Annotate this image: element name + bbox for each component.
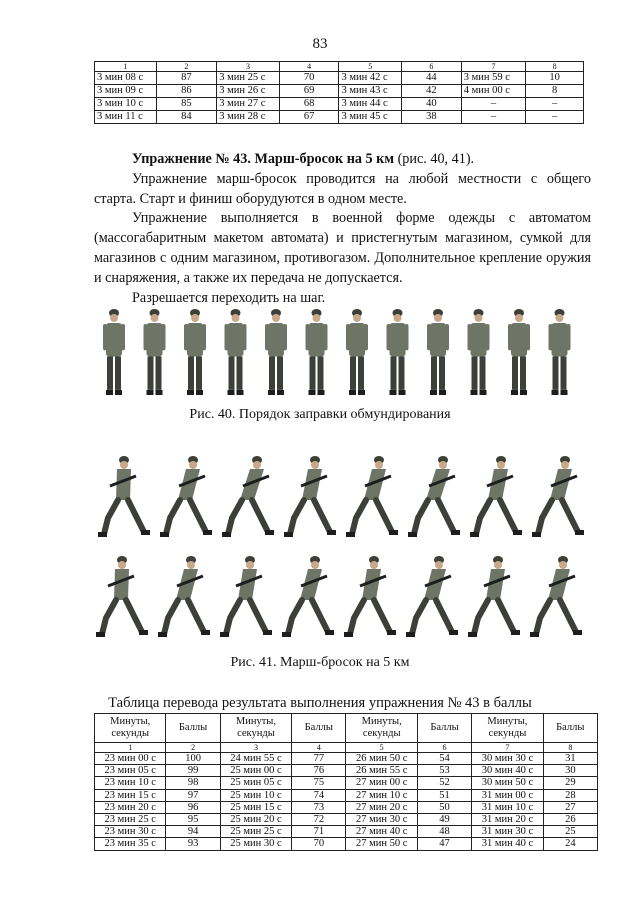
running-soldier-figure (282, 556, 334, 637)
col-number: 2 (156, 62, 217, 72)
table-row (95, 789, 598, 801)
time-cell: 23 мин 30 с (95, 826, 166, 838)
col-number: 6 (417, 743, 471, 753)
running-soldier-figure (406, 556, 458, 637)
table-row (95, 801, 598, 813)
table-header-row (95, 714, 598, 743)
score-cell: 70 (279, 72, 339, 85)
soldier-figure (427, 309, 449, 395)
table-row (95, 838, 598, 850)
time-cell: 3 мин 10 с (95, 98, 157, 111)
score-cell: 48 (417, 826, 471, 838)
figure-40-caption: Рис. 40. Порядок заправки обмундирования (189, 407, 451, 422)
time-cell: 30 мин 40 с (472, 765, 543, 777)
column-header: Баллы (417, 714, 471, 743)
time-cell: 31 мин 20 с (472, 813, 543, 825)
col-number: 6 (402, 62, 462, 72)
score-cell: 84 (156, 111, 217, 124)
score-cell: 93 (166, 838, 220, 850)
col-number: 7 (461, 62, 526, 72)
column-header: Минуты, секунды (346, 714, 417, 743)
column-header: Баллы (543, 714, 597, 743)
time-cell: 3 мин 25 с (217, 72, 280, 85)
time-cell: 25 мин 15 с (220, 801, 291, 813)
exercise-description (94, 150, 591, 308)
table-row (95, 72, 584, 85)
time-cell: 25 мин 10 с (220, 789, 291, 801)
figure-running-figures-row-2 (94, 548, 594, 640)
paragraph: Упражнение марш-бросок проводится на любой местности с общего старта. Старт и финиш оборудуются в одном месте. (94, 170, 591, 207)
time-cell: 27 мин 50 с (346, 838, 417, 850)
col-number: 4 (279, 62, 339, 72)
soldier-figure (144, 309, 166, 395)
time-cell: 23 мин 00 с (95, 753, 166, 765)
score-cell: 74 (292, 789, 346, 801)
score-cell: 29 (543, 777, 597, 789)
score-cell: 24 (543, 838, 597, 850)
table-row (95, 765, 598, 777)
running-soldier-figure (468, 556, 520, 637)
score-cell: 95 (166, 813, 220, 825)
time-cell: 3 мин 44 с (339, 98, 402, 111)
soldier-figure (103, 309, 125, 395)
time-cell: 31 мин 40 с (472, 838, 543, 850)
col-number: 3 (217, 62, 280, 72)
col-number: 4 (292, 743, 346, 753)
column-header: Баллы (292, 714, 346, 743)
score-table-continuation (94, 61, 584, 124)
time-cell: – (461, 111, 526, 124)
score-cell: 54 (417, 753, 471, 765)
score-cell: 42 (402, 85, 462, 98)
score-cell: 99 (166, 765, 220, 777)
score-cell: 75 (292, 777, 346, 789)
score-conversion-table (94, 713, 598, 851)
score-cell: 68 (279, 98, 339, 111)
column-header: Минуты, секунды (220, 714, 291, 743)
score-cell: – (526, 98, 584, 111)
col-number: 5 (339, 62, 402, 72)
time-cell: 3 мин 27 с (217, 98, 280, 111)
exercise-heading (94, 150, 591, 170)
time-cell: 3 мин 43 с (339, 85, 402, 98)
soldier-figure (468, 309, 490, 395)
score-cell: 44 (402, 72, 462, 85)
score-cell: 97 (166, 789, 220, 801)
time-cell: 25 мин 25 с (220, 826, 291, 838)
soldier-figure (346, 309, 368, 395)
col-number: 8 (543, 743, 597, 753)
table-row (95, 111, 584, 124)
running-soldier-figure (220, 556, 272, 637)
score-cell: 71 (292, 826, 346, 838)
score-cell: 96 (166, 801, 220, 813)
running-soldier-figure (344, 556, 396, 637)
table-column-numbers (95, 62, 584, 72)
col-number: 3 (220, 743, 291, 753)
time-cell: 3 мин 08 с (95, 72, 157, 85)
score-cell: 73 (292, 801, 346, 813)
time-cell: 31 мин 30 с (472, 826, 543, 838)
table-row (95, 85, 584, 98)
col-number: 7 (472, 743, 543, 753)
exercise-title: Упражнение № 43. Марш-бросок на 5 км (132, 151, 395, 167)
column-header: Минуты, секунды (95, 714, 166, 743)
time-cell: 25 мин 05 с (220, 777, 291, 789)
time-cell: 23 мин 10 с (95, 777, 166, 789)
time-cell: 23 мин 35 с (95, 838, 166, 850)
col-number: 2 (166, 743, 220, 753)
score-cell: 26 (543, 813, 597, 825)
time-cell: 3 мин 28 с (217, 111, 280, 124)
col-number: 1 (95, 743, 166, 753)
time-cell: 4 мин 00 с (461, 85, 526, 98)
running-soldier-figure (284, 456, 336, 537)
soldier-figure (387, 309, 409, 395)
time-cell: 25 мин 30 с (220, 838, 291, 850)
score-cell: 94 (166, 826, 220, 838)
score-cell: 10 (526, 72, 584, 85)
time-cell: 23 мин 25 с (95, 813, 166, 825)
running-soldier-figure (408, 456, 460, 537)
score-cell: 8 (526, 85, 584, 98)
col-number: 1 (95, 62, 157, 72)
time-cell: 24 мин 55 с (220, 753, 291, 765)
time-cell: 27 мин 10 с (346, 789, 417, 801)
soldier-figure (306, 309, 328, 395)
running-soldier-figure (530, 556, 582, 637)
score-cell: 30 (543, 765, 597, 777)
figure-running-figures-row-1 (94, 448, 594, 540)
score-cell: 50 (417, 801, 471, 813)
time-cell: 31 мин 00 с (472, 789, 543, 801)
score-cell: 49 (417, 813, 471, 825)
time-cell: 23 мин 20 с (95, 801, 166, 813)
score-cell: 28 (543, 789, 597, 801)
soldier-figure (225, 309, 247, 395)
score-cell: 67 (279, 111, 339, 124)
score-cell: 85 (156, 98, 217, 111)
table-row (95, 813, 598, 825)
score-cell: 38 (402, 111, 462, 124)
running-soldier-figure (470, 456, 522, 537)
running-soldier-figure (532, 456, 584, 537)
score-cell: – (526, 111, 584, 124)
paragraph: Разрешается переходить на шаг. (132, 289, 326, 306)
table-row (95, 777, 598, 789)
table-row (95, 826, 598, 838)
score-cell: 72 (292, 813, 346, 825)
table-title: Таблица перевода результата выполнения упражнения № 43 в баллы (108, 695, 532, 711)
time-cell: 26 мин 55 с (346, 765, 417, 777)
time-cell: 3 мин 26 с (217, 85, 280, 98)
time-cell: 30 мин 50 с (472, 777, 543, 789)
score-cell: 98 (166, 777, 220, 789)
figure-reference: (рис. 40, 41). (394, 151, 475, 167)
time-cell: 3 мин 11 с (95, 111, 157, 124)
time-cell: 3 мин 59 с (461, 72, 526, 85)
time-cell: 26 мин 50 с (346, 753, 417, 765)
score-cell: 77 (292, 753, 346, 765)
score-cell: 52 (417, 777, 471, 789)
soldier-figure (265, 309, 287, 395)
score-cell: 87 (156, 72, 217, 85)
running-soldier-figure (160, 456, 212, 537)
column-header: Баллы (166, 714, 220, 743)
running-soldier-figure (346, 456, 398, 537)
time-cell: 27 мин 30 с (346, 813, 417, 825)
score-cell: 40 (402, 98, 462, 111)
time-cell: 3 мин 45 с (339, 111, 402, 124)
score-cell: 27 (543, 801, 597, 813)
figure-uniform-figures (94, 300, 594, 396)
table-row (95, 753, 598, 765)
running-soldier-figure (222, 456, 274, 537)
score-cell: 47 (417, 838, 471, 850)
table-row (95, 98, 584, 111)
score-cell: 31 (543, 753, 597, 765)
time-cell: 3 мин 09 с (95, 85, 157, 98)
col-number: 8 (526, 62, 584, 72)
figure-41-caption: Рис. 41. Марш-бросок на 5 км (230, 655, 410, 670)
time-cell: 3 мин 42 с (339, 72, 402, 85)
page-number: 83 (312, 36, 328, 52)
time-cell: 23 мин 05 с (95, 765, 166, 777)
time-cell: 27 мин 00 с (346, 777, 417, 789)
running-soldier-figure (158, 556, 210, 637)
score-cell: 53 (417, 765, 471, 777)
score-cell: 100 (166, 753, 220, 765)
running-soldier-figure (98, 456, 150, 537)
time-cell: 27 мин 40 с (346, 826, 417, 838)
paragraph: Упражнение выполняется в военной форме одежды с автоматом (массогабаритным макетом автомата) и пристегнутым магазином, сумкой для магазинов с одним магазином, противогазом. Дополнительное крепление оружия и снаряжения, а также их передача не допускается. (94, 210, 591, 286)
time-cell: – (461, 98, 526, 111)
score-cell: 86 (156, 85, 217, 98)
soldier-figure (184, 309, 206, 395)
score-cell: 25 (543, 826, 597, 838)
score-cell: 76 (292, 765, 346, 777)
score-cell: 69 (279, 85, 339, 98)
col-number: 5 (346, 743, 417, 753)
soldier-figure (508, 309, 530, 395)
score-cell: 70 (292, 838, 346, 850)
table-column-numbers (95, 743, 598, 753)
time-cell: 27 мин 20 с (346, 801, 417, 813)
soldier-figure (549, 309, 571, 395)
time-cell: 30 мин 30 с (472, 753, 543, 765)
column-header: Минуты, секунды (472, 714, 543, 743)
time-cell: 25 мин 00 с (220, 765, 291, 777)
time-cell: 23 мин 15 с (95, 789, 166, 801)
time-cell: 25 мин 20 с (220, 813, 291, 825)
score-cell: 51 (417, 789, 471, 801)
time-cell: 31 мин 10 с (472, 801, 543, 813)
running-soldier-figure (96, 556, 148, 637)
